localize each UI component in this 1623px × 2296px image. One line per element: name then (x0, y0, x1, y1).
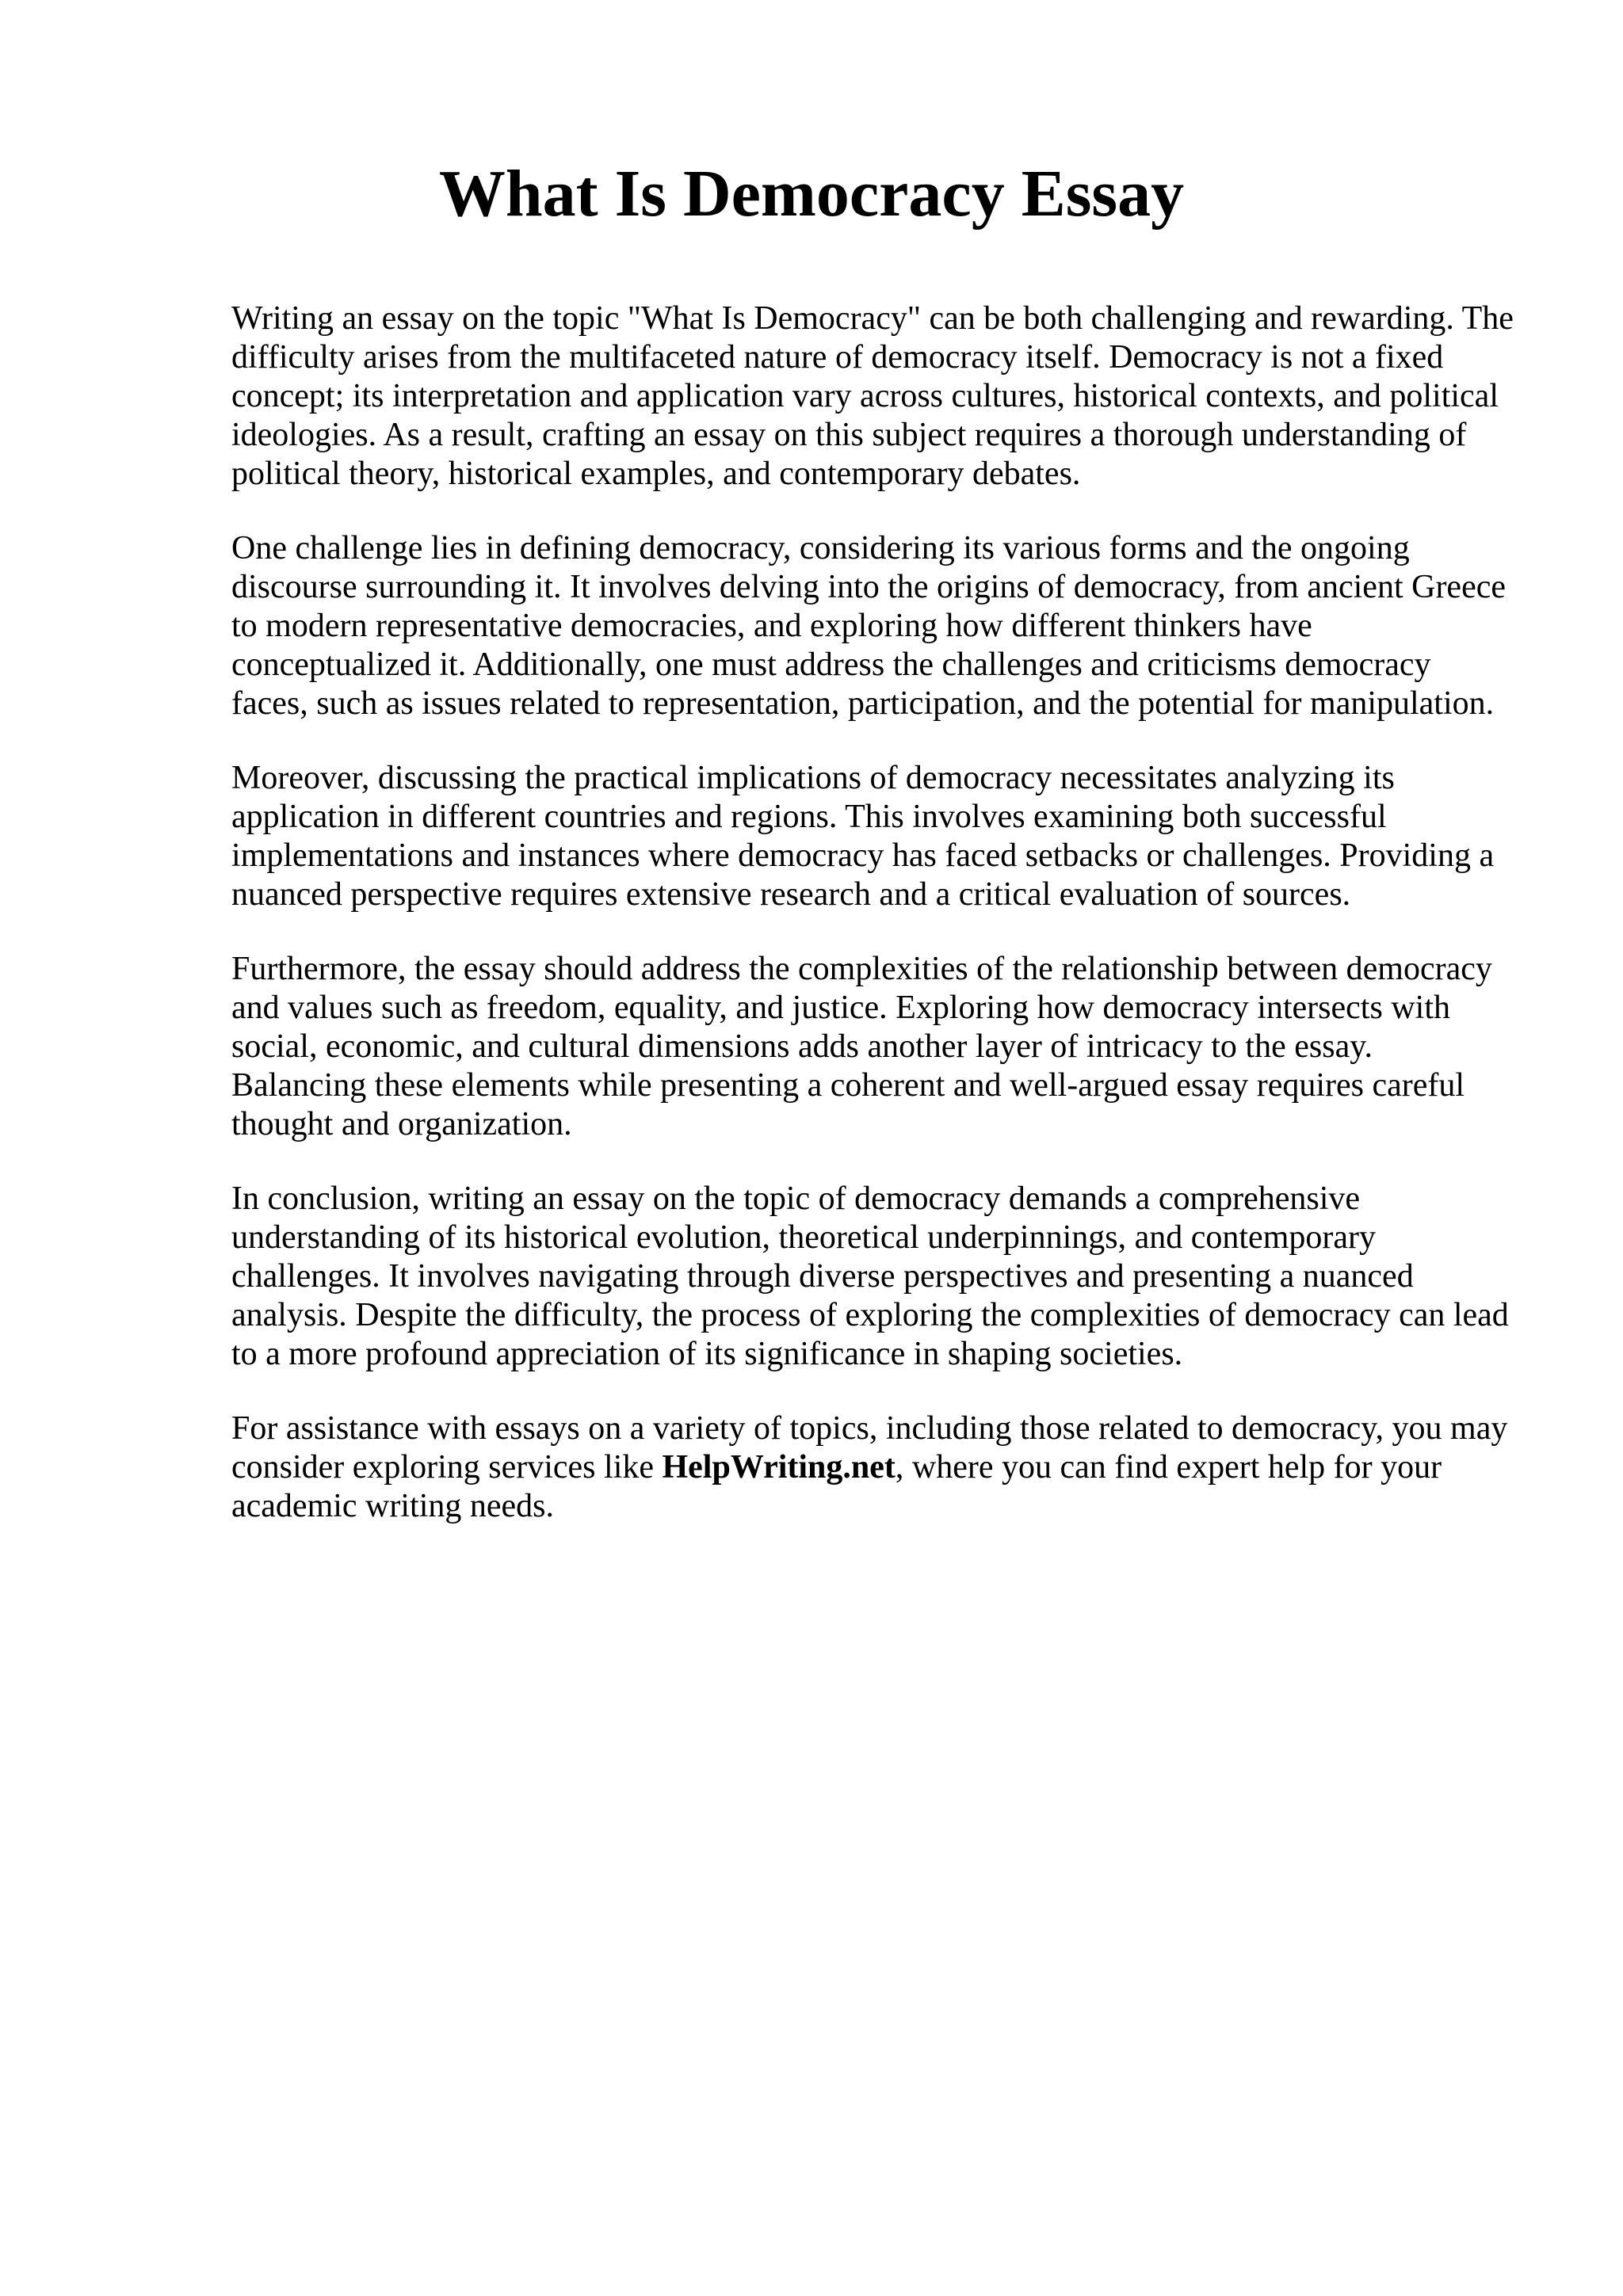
paragraph-conclusion: In conclusion, writing an essay on the topic of democracy demands a comprehensive understanding of its historical evolution, theoretical underpinnings, and contemporary challenges. It involves navigating through diverse perspectives and presenting a nuanced analysis. Despite the difficulty, the process of exploring the complexities of democracy can lead to a more profound appreciation of its significance in shaping societies. (231, 1180, 1509, 1372)
paragraph-practical: Moreover, discussing the practical implications of democracy necessitates analyzing its application in different countries and regions. This involves examining both successful implementations and instances where democracy has faced setbacks or challenges. Providing a nuanced perspective requires extensive research and a critical evaluation of sources. (231, 760, 1495, 913)
assistance-text-after: , where you can find expert help for your academic writing needs. (231, 1449, 1442, 1524)
paragraph-values: Furthermore, the essay should address the complexities of the relationship between democracy and values such as freedom, equality, and justice. Exploring how democracy intersects with social, economic, and cultural dimensions adds another layer of intricacy to the essay. Balancing these elements while presenting a coherent and well-argued essay requires careful thought and organization. (231, 951, 1492, 1142)
helpwriting-link[interactable]: HelpWriting.net (662, 1449, 896, 1486)
paragraph-assistance (231, 1409, 1515, 1526)
paragraph-intro: Writing an essay on the topic "What Is Democracy" can be both challenging and rewarding. The difficulty arises from the multifaceted nature of democracy itself. Democracy is not a fixed concept; its interpretation and application vary across cultures, historical contexts, and political ideologies. As a result, crafting an essay on this subject requires a thorough understanding of political theory, historical examples, and contemporary debates. (231, 300, 1514, 492)
document-title: What Is Democracy Essay (438, 157, 1185, 231)
assistance-text-before: For assistance with essays on a variety of topics, including those related to democracy, you may consider exploring services like (231, 1410, 1508, 1486)
paragraph-defining: One challenge lies in defining democracy, considering its various forms and the ongoing discourse surrounding it. It involves delving into the origins of democracy, from ancient Greece to modern representative democracies, and exploring how different thinkers have conceptualized it. Additionally, one must address the challenges and criticisms democracy faces, such as issues related to representation, participation, and the potential for manipulation. (231, 530, 1506, 722)
document-body (231, 299, 1515, 1562)
